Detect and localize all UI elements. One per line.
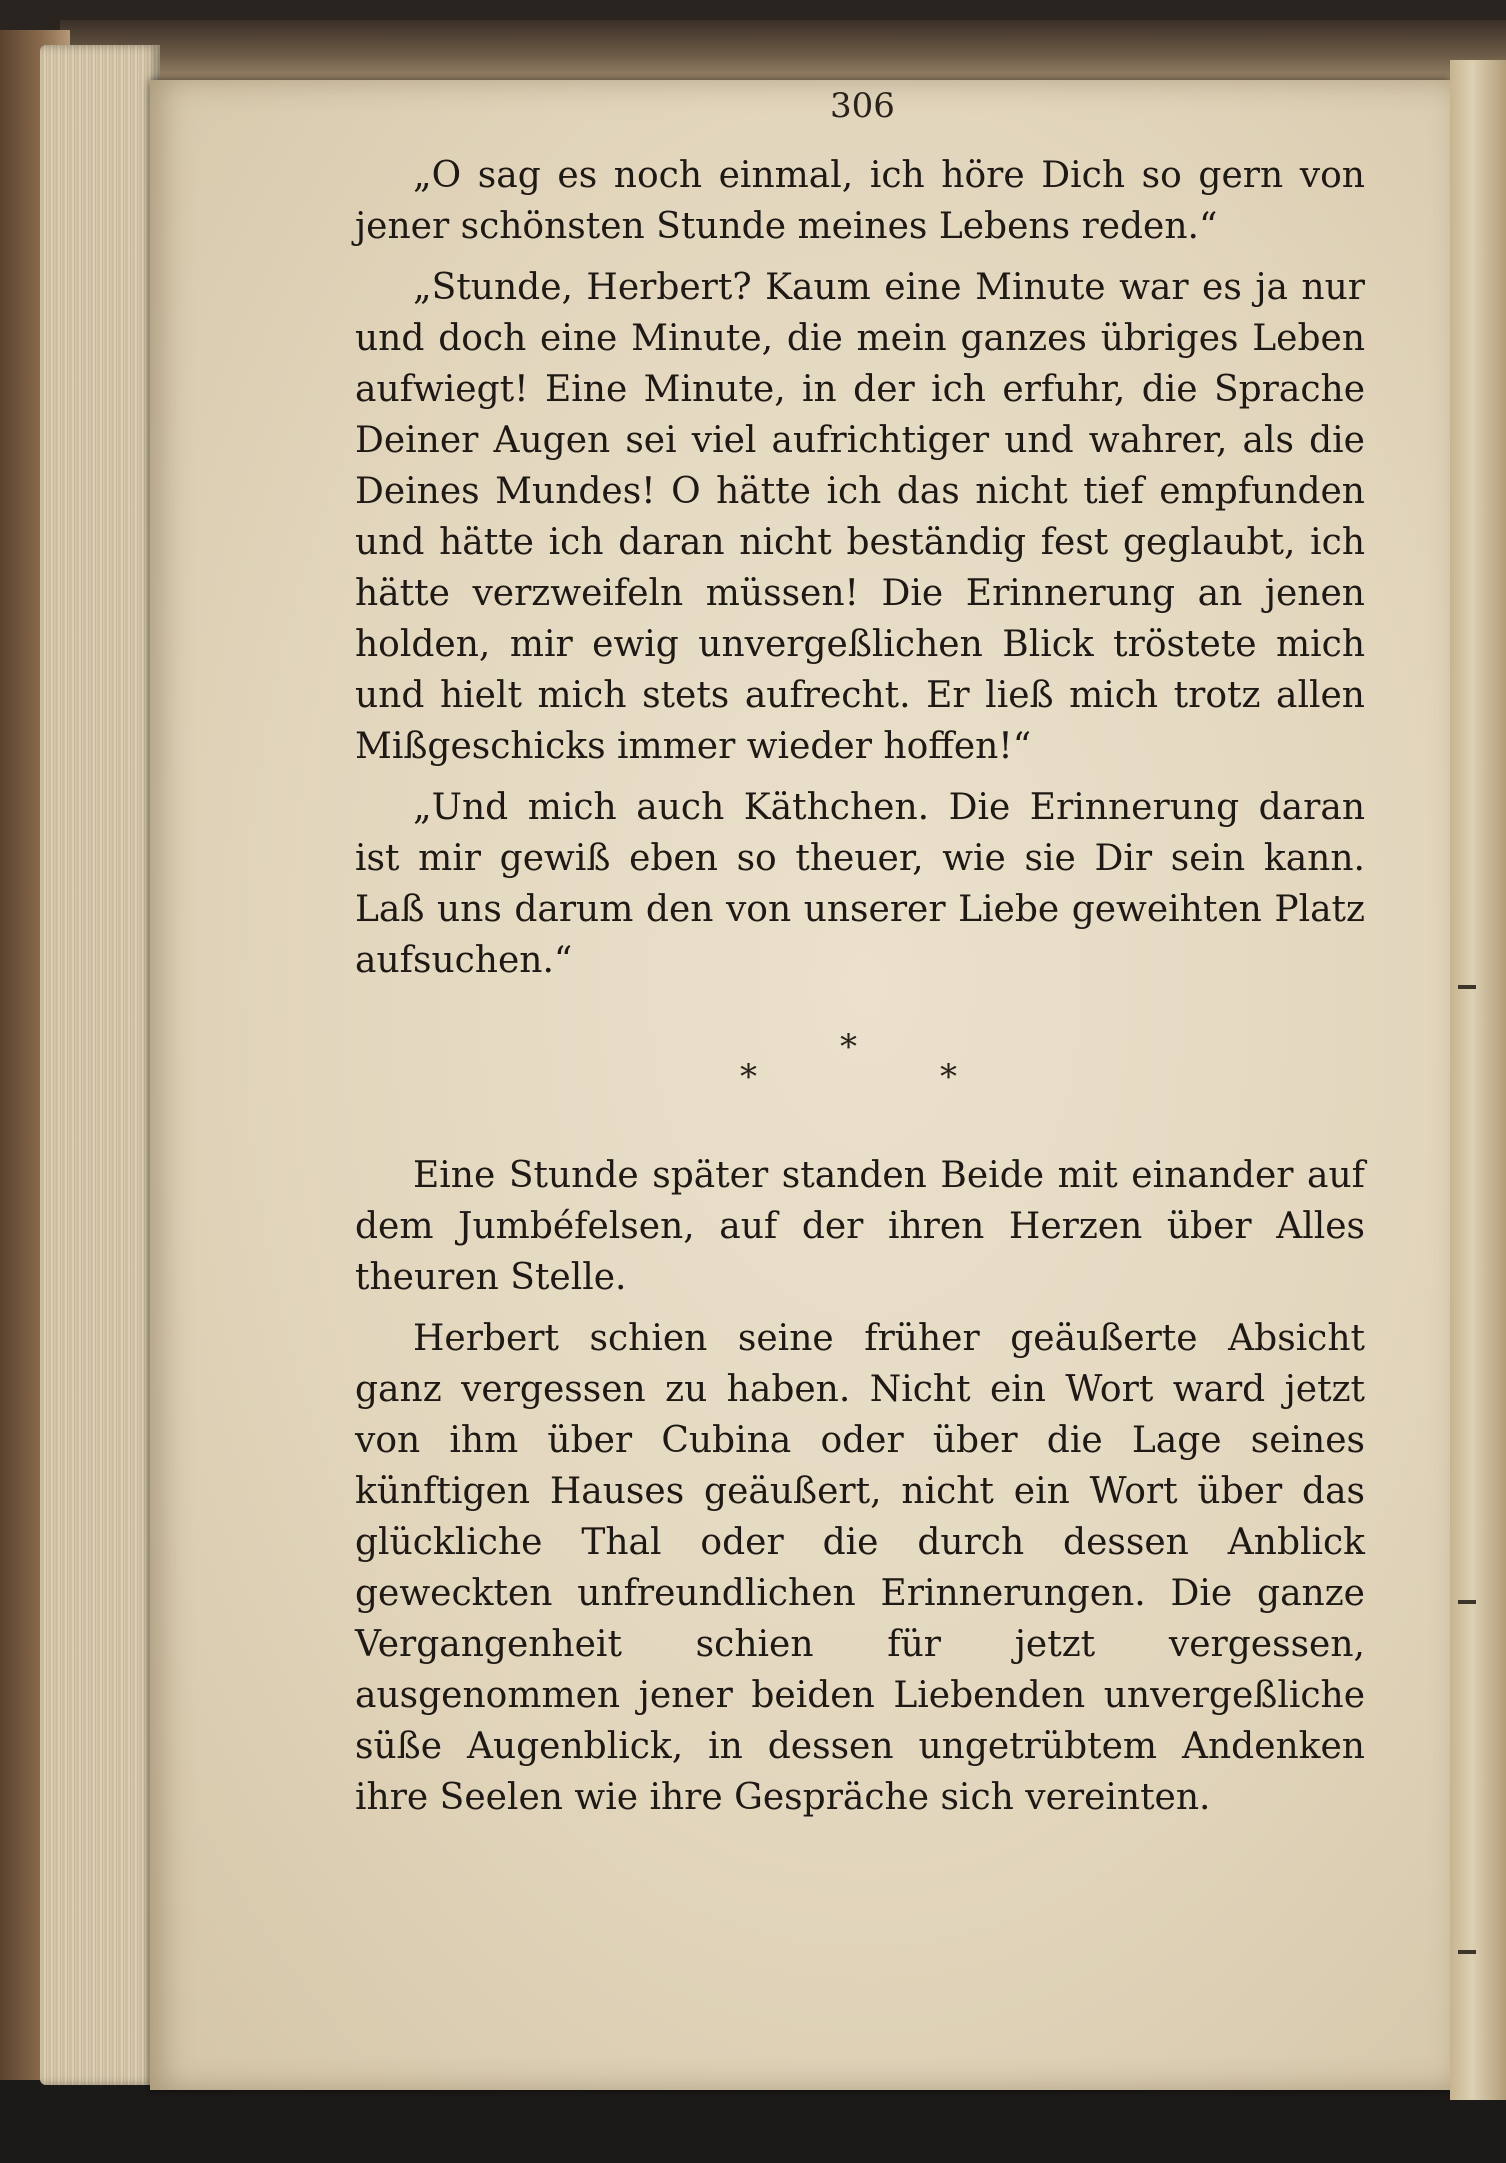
facing-page-edge — [1450, 60, 1506, 2100]
separator-asterisk: * — [740, 1057, 757, 1097]
paragraph: „Und mich auch Käthchen. Die Erinnerung daran ist mir gewiß eben so theuer, wie sie Dir sein kann. Laß uns darum den von unserer Liebe geweihten Platz aufsuchen.“ — [355, 787, 1365, 981]
page-number: 306 — [830, 86, 895, 126]
separator-asterisk: * — [840, 1027, 857, 1067]
page-stack-edge — [40, 45, 160, 2085]
paragraph: Herbert schien seine früher geäußerte Absicht ganz vergessen zu haben. Nicht ein Wort ward jetzt von ihm über Cubina oder über die Lage seines künftigen Hauses geäußert, nicht ein Wort über das glückliche Thal oder die durch dessen Anblick geweckten unfreundlichen Erinnerungen. Die ganze Vergangenheit schien für jetzt vergessen, ausgenommen jener beiden Liebenden unvergeßliche süße Augenblick, in dessen ungetrübtem Andenken ihre Seelen wie ihre Gespräche sich vereinten. — [355, 1318, 1365, 1818]
separator-asterisk: * — [940, 1057, 957, 1097]
paragraph: „Stunde, Herbert? Kaum eine Minute war es ja nur und doch eine Minute, die mein ganzes übriges Leben aufwiegt! Eine Minute, in der ich erfuhr, die Sprache Deiner Augen sei viel aufrichtiger und wahrer, als die Deines Mundes! O hätte ich das nicht tief empfunden und hätte ich daran nicht beständig fest geglaubt, ich hätte verzweifeln müssen! Die Erinnerung an jenen holden, mir ewig unvergeßlichen Blick tröstete mich und hielt mich stets aufrecht. Er ließ mich trotz allen Mißgeschicks immer wieder hoffen!“ — [355, 267, 1365, 767]
margin-mark — [1458, 1950, 1476, 1954]
book-binding-top — [60, 20, 1506, 80]
paragraph: Eine Stunde später standen Beide mit einander auf dem Jumbéfelsen, auf der ihren Herzen über Alles theuren Stelle. — [355, 1155, 1365, 1298]
page-body-text — [355, 150, 1365, 1823]
margin-mark — [1458, 985, 1476, 989]
paragraph: „O sag es noch einmal, ich höre Dich so gern von jener schönsten Stunde meines Lebens reden.“ — [355, 155, 1365, 247]
section-separator — [355, 1012, 1365, 1122]
margin-mark — [1458, 1600, 1476, 1604]
